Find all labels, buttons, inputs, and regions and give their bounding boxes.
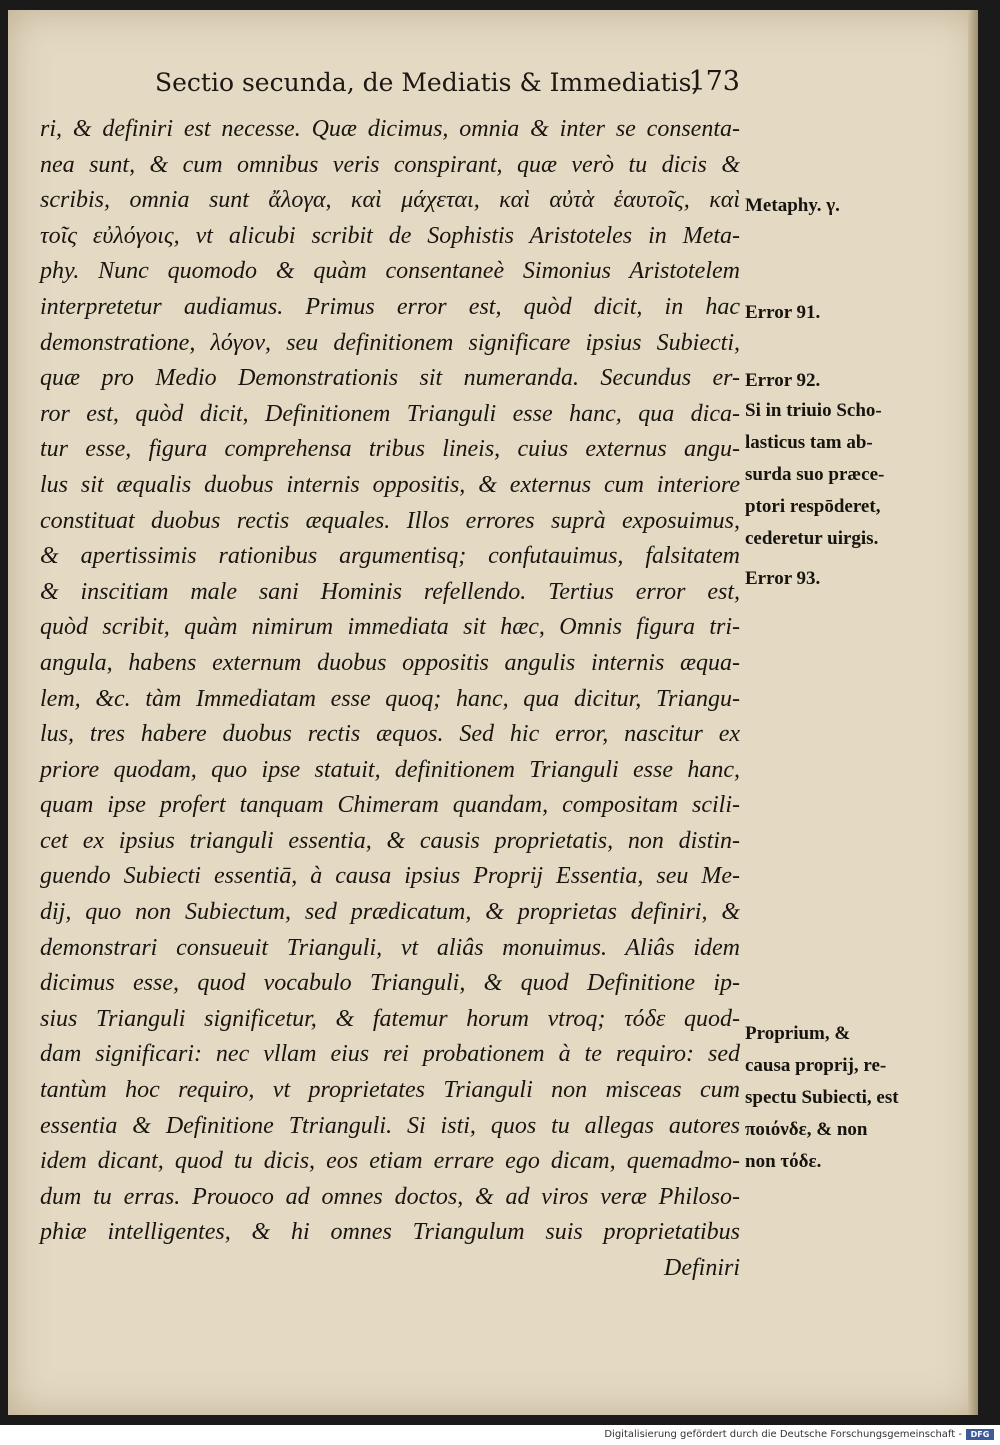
text-line: quòd scribit, quàm nimirum immediata sit hæc, Omnis figura tri- <box>40 614 740 641</box>
text-line: ror est, quòd dicit, Definitionem Trianguli esse hanc, qua dica- <box>40 400 740 427</box>
margin-note-line: spectu Subiecti, est <box>745 1087 899 1108</box>
text-line: dum tu erras. Prouoco ad omnes doctos, & ad viros veræ Philoso- <box>40 1183 740 1210</box>
text-line: quæ pro Medio Demonstrationis sit numeranda. Secundus er- <box>40 365 740 392</box>
margin-note <box>745 563 820 595</box>
digitization-footer <box>0 1425 1000 1445</box>
margin-note-line: Si in triuio Scho- <box>745 400 882 421</box>
margin-note-line: ποιόνδε, & non <box>745 1119 868 1140</box>
text-line: dicimus esse, quod vocabulo Trianguli, & quod Definitione ip- <box>40 970 740 997</box>
margin-note-line: Error 92. <box>745 370 821 391</box>
margin-note <box>745 190 840 222</box>
text-line: demonstrari consueuit Trianguli, vt aliâs monuimus. Aliâs idem <box>40 934 740 961</box>
margin-note-line: Error 93. <box>745 568 821 589</box>
margin-note-line: lasticus tam ab- <box>745 432 873 453</box>
margin-note-line: cederetur uirgis. <box>745 528 879 549</box>
text-line: dam significari: nec vllam eius rei probationem à te requiro: sed <box>40 1041 740 1068</box>
text-line: essentia & Definitione Ttrianguli. Si isti, quos tu allegas autores <box>40 1112 740 1139</box>
text-line: tantùm hoc requiro, vt proprietates Trianguli non misceas cum <box>40 1077 740 1104</box>
text-line: guendo Subiecti essentiā, à causa ipsius Proprij Essentia, seu Me- <box>40 863 740 890</box>
margin-note <box>745 1018 899 1178</box>
text-line: nea sunt, & cum omnibus veris conspirant, quæ verò tu dicis & <box>40 151 740 178</box>
text-line: quam ipse profert tanquam Chimeram quandam, compositam scili- <box>40 792 740 819</box>
text-line: phy. Nunc quomodo & quàm consentaneè Simonius Aristotelem <box>40 258 740 285</box>
text-line: idem dicant, quod tu dicis, eos etiam errare ego dicam, quemadmo- <box>40 1148 740 1175</box>
page-header <box>155 68 740 108</box>
text-line: scribis, omnia sunt ἄλογα, καὶ μάχεται, καὶ αὐτὰ ἑαυτοῖς, καὶ <box>40 187 740 214</box>
text-line: lus, tres habere duobus rectis æquos. Sed hic error, nascitur ex <box>40 721 740 748</box>
text-line: phiæ intelligentes, & hi omnes Triangulum suis proprietatibus <box>40 1219 740 1246</box>
text-line: & apertissimis rationibus argumentisq; confutauimus, falsitatem <box>40 543 740 570</box>
text-line: ri, & definiri est necesse. Quæ dicimus, omnia & inter se consenta- <box>40 116 740 142</box>
text-line: constituat duobus rectis æquales. Illos errores suprà exposuimus, <box>40 507 740 534</box>
margin-note-line: surda suo præce- <box>745 464 885 485</box>
catchword: Definiri <box>664 1255 740 1281</box>
text-line: angula, habens externum duobus oppositis angulis internis æqua- <box>40 649 740 676</box>
funding-credit: Digitalisierung gefördert durch die Deutsche Forschungsgemeinschaft - <box>604 1429 962 1440</box>
margin-note <box>745 395 884 555</box>
running-head: Sectio secunda, de Mediatis & Immediatis, <box>155 68 700 97</box>
text-line: priore quodam, quo ipse statuit, definitionem Trianguli esse hanc, <box>40 756 740 783</box>
margin-note-line: non τόδε. <box>745 1151 822 1172</box>
margin-note-line: ptori respōderet, <box>745 496 881 517</box>
page-edge <box>968 10 978 1415</box>
text-line: lem, &c. tàm Immediatam esse quoq; hanc, qua dicitur, Triangu- <box>40 685 740 712</box>
margin-note-line: Proprium, & <box>745 1023 851 1044</box>
body-text <box>40 112 740 1287</box>
text-line: τοῖς εὐλόγοις, vt alicubi scribit de Sophistis Aristoteles in Meta- <box>40 222 740 249</box>
text-line: interpretetur audiamus. Primus error est, quòd dicit, in hac <box>40 293 740 320</box>
text-line: demonstratione, λόγον, seu definitionem significare ipsius Subiecti, <box>40 329 740 356</box>
dfg-logo: DFG <box>966 1429 994 1440</box>
text-line: lus sit æqualis duobus internis oppositis, & externus cum interiore <box>40 471 740 498</box>
text-line: sius Trianguli significetur, & fatemur horum vtroq; τόδε quod- <box>40 1005 740 1032</box>
margin-note-line: Error 91. <box>745 302 821 323</box>
text-line: tur esse, figura comprehensa tribus lineis, cuius externus angu- <box>40 436 740 463</box>
margin-note-line: causa proprij, re- <box>745 1055 887 1076</box>
text-line: dij, quo non Subiectum, sed prædicatum, & proprietas definiri, & <box>40 899 740 926</box>
text-line: & inscitiam male sani Hominis refellendo. Tertius error est, <box>40 578 740 605</box>
margin-note <box>745 365 820 397</box>
margin-notes <box>745 0 945 1300</box>
text-line: cet ex ipsius trianguli essentia, & causis proprietatis, non distin- <box>40 827 740 854</box>
page-number: 173 <box>688 66 740 97</box>
margin-note-line: Metaphy. γ. <box>745 195 840 216</box>
margin-note <box>745 297 820 329</box>
